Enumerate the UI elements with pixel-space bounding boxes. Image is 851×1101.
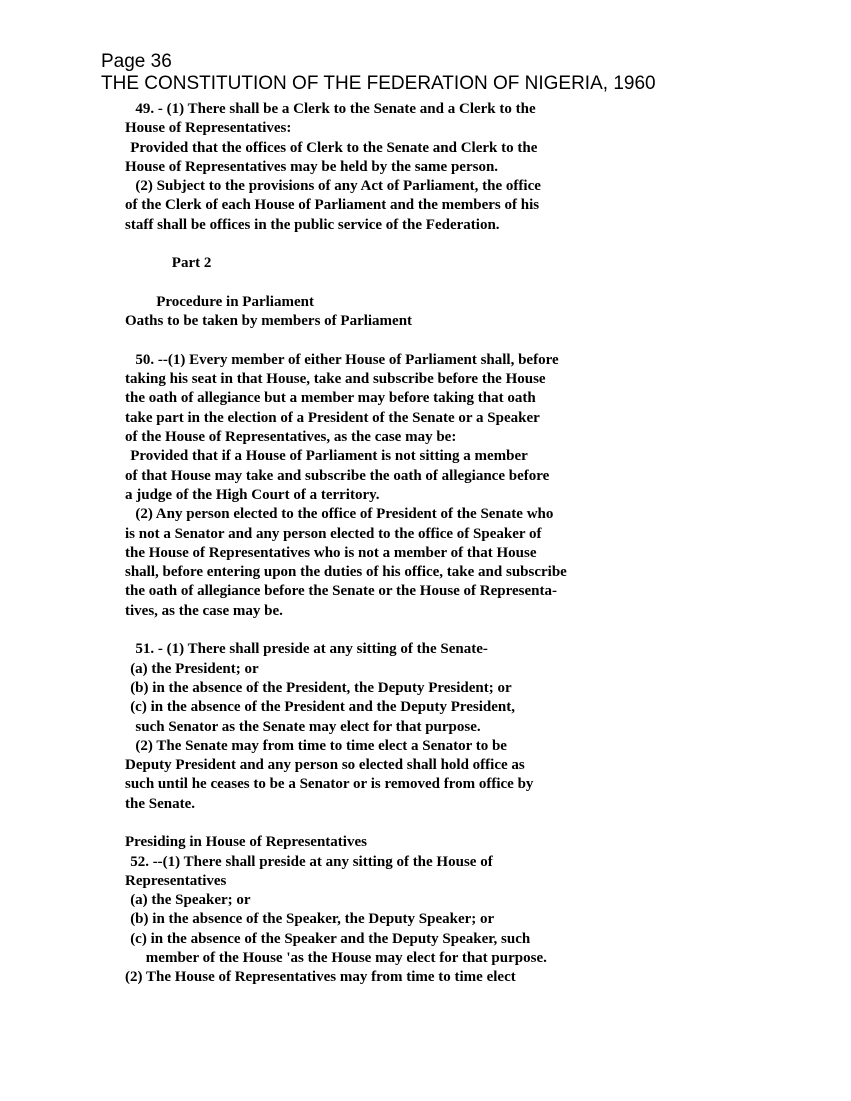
text-line: 50. --(1) Every member of either House of Parliament shall, before bbox=[135, 351, 559, 368]
document-title: THE CONSTITUTION OF THE FEDERATION OF NIGERIA, 1960 bbox=[101, 73, 656, 94]
text-line: the House of Representatives who is not a member of that House bbox=[125, 544, 537, 561]
text-line: (2) The Senate may from time to time elect a Senator to be bbox=[135, 737, 507, 754]
blank-line bbox=[125, 332, 645, 351]
text-line: tives, as the case may be. bbox=[125, 602, 283, 619]
text-line: the Senate. bbox=[125, 795, 195, 812]
text-line: Provided that the offices of Clerk to the Senate and Clerk to the bbox=[130, 139, 538, 156]
text-line: of that House may take and subscribe the oath of allegiance before bbox=[125, 467, 550, 484]
text-line: Procedure in Parliament bbox=[156, 293, 314, 310]
text-line: Representatives bbox=[125, 872, 227, 889]
text-line: take part in the election of a President of the Senate or a Speaker bbox=[125, 409, 540, 426]
blank-line bbox=[125, 235, 645, 254]
text-line: Provided that if a House of Parliament is not sitting a member bbox=[130, 448, 528, 465]
blank-line bbox=[125, 621, 645, 640]
text-line: (2) Subject to the provisions of any Act of Parliament, the office bbox=[135, 178, 541, 195]
text-line: Presiding in House of Representatives bbox=[125, 834, 367, 851]
text-line: (c) in the absence of the Speaker and the Deputy Speaker, such bbox=[130, 930, 531, 947]
text-line: House of Representatives: bbox=[125, 120, 292, 137]
text-line: House of Representatives may be held by the same person. bbox=[125, 158, 499, 175]
text-line: Part 2 bbox=[171, 255, 212, 272]
text-line: 52. --(1) There shall preside at any sitting of the House of bbox=[130, 853, 493, 870]
text-line: 49. - (1) There shall be a Clerk to the Senate and a Clerk to the bbox=[135, 101, 536, 117]
text-line: (2) The House of Representatives may from time to time elect bbox=[125, 969, 516, 986]
text-line: (b) in the absence of the President, the Deputy President; or bbox=[130, 679, 512, 696]
text-line: 51. - (1) There shall preside at any sitting of the Senate- bbox=[135, 641, 488, 658]
text-line: the oath of allegiance but a member may before taking that oath bbox=[125, 390, 536, 407]
document-body bbox=[125, 100, 645, 988]
text-line: (a) the Speaker; or bbox=[130, 892, 251, 909]
text-line: such Senator as the Senate may elect for that purpose. bbox=[135, 718, 481, 735]
text-line: taking his seat in that House, take and subscribe before the House bbox=[125, 371, 546, 388]
text-line: Deputy President and any person so elected shall hold office as bbox=[125, 757, 525, 774]
text-line: (c) in the absence of the President and the Deputy President, bbox=[130, 699, 516, 716]
text-line: such until he ceases to be a Senator or is removed from office by bbox=[125, 776, 534, 793]
text-line: shall, before entering upon the duties of his office, take and subscribe bbox=[125, 564, 567, 581]
text-line: staff shall be offices in the public service of the Federation. bbox=[125, 216, 500, 233]
text-line: is not a Senator and any person elected to the office of Speaker of bbox=[125, 525, 542, 542]
blank-line bbox=[125, 814, 645, 833]
text-line: the oath of allegiance before the Senate or the House of Representa- bbox=[125, 583, 558, 600]
text-line: member of the House 'as the House may elect for that purpose. bbox=[145, 950, 547, 967]
text-line: of the Clerk of each House of Parliament and the members of his bbox=[125, 197, 540, 214]
text-line: Oaths to be taken by members of Parliament bbox=[125, 313, 413, 330]
text-line: (a) the President; or bbox=[130, 660, 259, 677]
text-line: of the House of Representatives, as the case may be: bbox=[125, 429, 457, 446]
text-line: (b) in the absence of the Speaker, the Deputy Speaker; or bbox=[130, 911, 495, 928]
text-line: a judge of the High Court of a territory. bbox=[125, 486, 380, 503]
blank-line bbox=[125, 274, 645, 293]
text-line: (2) Any person elected to the office of President of the Senate who bbox=[135, 506, 554, 523]
page-number: Page 36 bbox=[101, 51, 172, 72]
